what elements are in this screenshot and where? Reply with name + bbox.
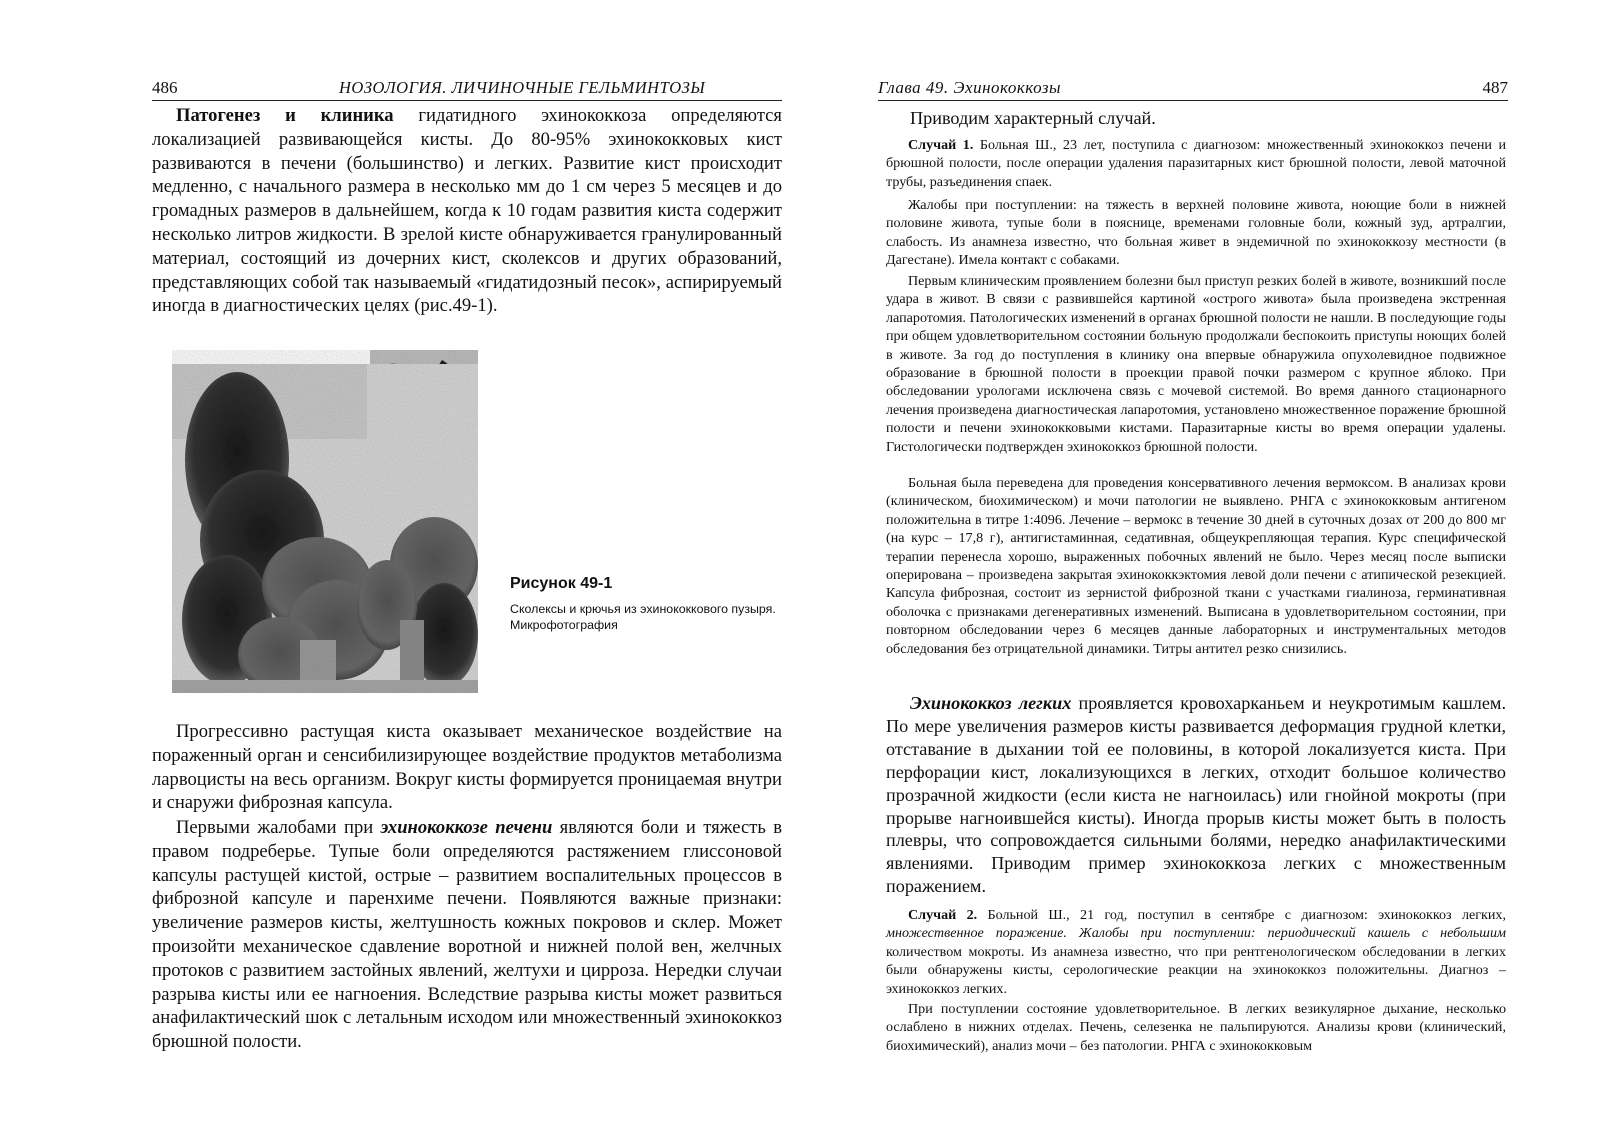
case-2-text-1: Больной Ш., 21 год, поступил в сентябре с диагнозом: эхинококкоз легких, (977, 907, 1506, 923)
paragraph-pathogenesis (152, 104, 782, 318)
running-header (878, 78, 1508, 101)
figure-caption (510, 575, 785, 633)
lung-term: Эхинококкоз легких (910, 693, 1072, 713)
pathogenesis-text: гидатидного эхинококкоза определяются локализацией развивающейся кисты. До 80-95% эхинококковых кист развиваются в печени (большинство) и легких. Развитие кист происходит медленно, с начального размера в несколько мм до 1 см через 5 месяцев и до громадных размеров в дальнейшем, когда к 10 годам развития киста содержит несколько литров жидкости. В зрелой кисте обнаруживается гранулированный материал, состоящий из дочерних кист, сколексов и других образований, представляющих собой так называемый «гидатидозный песок», аспирируемый иногда в диагностических целях (рис.49-1). (152, 105, 782, 317)
intro-line: Приводим характерный случай. (910, 108, 1156, 128)
header-title: НОЗОЛОГИЯ. ЛИЧИНОЧНЫЕ ГЕЛЬМИНТОЗЫ (339, 78, 706, 97)
micrograph-image (172, 350, 482, 693)
liver-text-start: Первыми жалобами при (176, 817, 381, 838)
case-2 (886, 906, 1506, 998)
case-2-admission: При поступлении состояние удовлетворительное. В легких везикулярное дыхание, несколько ослаблено в нижних отделах. Печень, селезенка не пальпируются. Анализы крови (клинический, биохимический), анализ мочи – без патологии. РНГА с эхинококковым (886, 1001, 1506, 1054)
page-number: 486 (152, 78, 178, 97)
case-1-treatment: Больная была переведена для проведения консервативного лечения вермоксом. В анализах крови (клиническом, биохимическом) и мочи патологии не выявлено. РНГА с эхинококковым антигеном положительна в титре 1:4096. Лечение – вермокс в течение 30 дней в суточных дозах от 200 до 800 мг (на курс – 17,8 г), антигистаминная, седативная, общеукрепляющая терапия. Курс специфической терапии перенесла хорошо, выраженных побочных явлений не было. Через месяц после выписки оперирована – произведена закрытая эхинококкэктомия левой доли печени с атипической резекцией. Капсула фиброзная, состоит из зернистой фиброзной ткани с участками гиалиноза, герминативная оболочка с признаками дегенеративных изменений. Выписана в удовлетворительном состоянии, при повторном обследовании через 6 месяцев данные лабораторных и инструментальных методов обследования без отрицательной динамики. Титры антител резко снизились. (886, 475, 1506, 657)
liver-text-rest: являются боли и тяжесть в правом подреберье. Тупые боли определяются растяжением глиссоновой капсулы растущей кистой, острые – развитием воспалительных процессов в фиброзной капсуле и паренхиме печени. Появляются важные признаки: увеличение размеров кисты, желтушность кожных покровов и склер. Может произойти механическое сдавление воротной и нижней полой вен, желчных протоков с развитием застойных явлений, желтухи и цирроза. Нередки случаи разрыва кисты или ее нагноения. Вследствие разрыва кисты может развиться анафилактический шок с летальным исходом или множественный эхинококкоз брюшной полости. (152, 817, 782, 1053)
paragraph-lung-echinococcosis (886, 692, 1506, 898)
case-1 (886, 136, 1506, 191)
figure-title: Рисунок 49-1 (510, 575, 613, 592)
paragraph-cyst-effect: Прогрессивно растущая киста оказывает механическое воздействие на пораженный орган и сенсибилизирующее воздействие продуктов метаболизма ларвоцисты на весь организм. Вокруг кисты формируется проницаемая внутри и снаружи фиброзная капсула. (152, 721, 782, 814)
pathogenesis-heading: Патогенез и клиника (176, 105, 394, 126)
paragraph-liver-complaints (152, 816, 782, 1054)
lung-text: проявляется кровохарканьем и неукротимым кашлем. По мере увеличения размеров кисты развивается деформация грудной клетки, отставание в дыхании той ее половины, в которой локализуется киста. При перфорации кист, локализующихся в легких, отходит большое количество прозрачной жидкости (если киста не нагноилась) или гнойной мокроты (при прорыве нагноившейся кисты). Иногда прорыв кисты может быть в полость плевры, что сопровождается сильными болями, нередко анафилактическими явлениями. Приводим пример эхинококкоза легких с множественным поражением. (886, 693, 1506, 897)
case-2-text-2: количеством мокроты. Из анамнеза известно, что при рентгенологическом обследовании в легких были обнаружены кисты, серологические реакции на эхинококкоз положительны. Диагноз – эхинококкоз легких. (886, 943, 1506, 997)
header-title: Глава 49. Эхинококкозы (878, 78, 1061, 97)
liver-term: эхинококкозе печени (380, 817, 553, 838)
case-1-manifestation: Первым клиническим проявлением болезни был приступ резких болей в животе, возникший после удара в живот. В связи с развившейся картиной «острого живота» была произведена экстренная лапаротомия. Патологических изменений в органах брюшной полости не нашли. В последующие годы при общем удовлетворительном состоянии больную продолжали беспокоить приступы ноющих болей в животе. За год до поступления в клинику она впервые обнаружила опухолевидное подвижное образование в брюшной полости в проекции правой почки размером с крупное яблоко. При обследовании урологами исключена связь с мочевой системой. Во время данного стационарного лечения произведена диагностическая лапаротомия, установлено множественное поражение брюшной полости и печени эхинококковыми кистами. Паразитарные кисты во время операции удалены. Гистологически подтвержден эхинококкоз брюшной полости. (886, 273, 1506, 455)
page-number: 487 (1482, 78, 1508, 97)
case-1-text: Больная Ш., 23 лет, поступила с диагнозом: множественный эхинококкоз печени и брюшной полости, после операции удаления паразитарных кист брюшной полости, левой маточной трубы, разъединения спаек. (886, 137, 1506, 190)
case-1-label: Случай 1. (908, 137, 974, 153)
figure-description: Сколексы и крючья из эхинококкового пузыря. Микрофотография (510, 602, 776, 632)
right-page (800, 0, 1600, 1133)
case-2-italic: множественное поражение. Жалобы при поступлении: периодический кашель с небольшим (886, 925, 1506, 942)
running-header (152, 78, 782, 101)
case-1-complaints: Жалобы при поступлении: на тяжесть в верхней половине живота, ноющие боли в нижней половине живота, тупые боли в пояснице, временами головные боли, кожный зуд, артралгии, слабость. Из анамнеза известно, что больная живет в эндемичной по эхинококкозу местности (в Дагестане). Имела контакт с собаками. (886, 197, 1506, 269)
case-2-label: Случай 2. (908, 907, 978, 923)
